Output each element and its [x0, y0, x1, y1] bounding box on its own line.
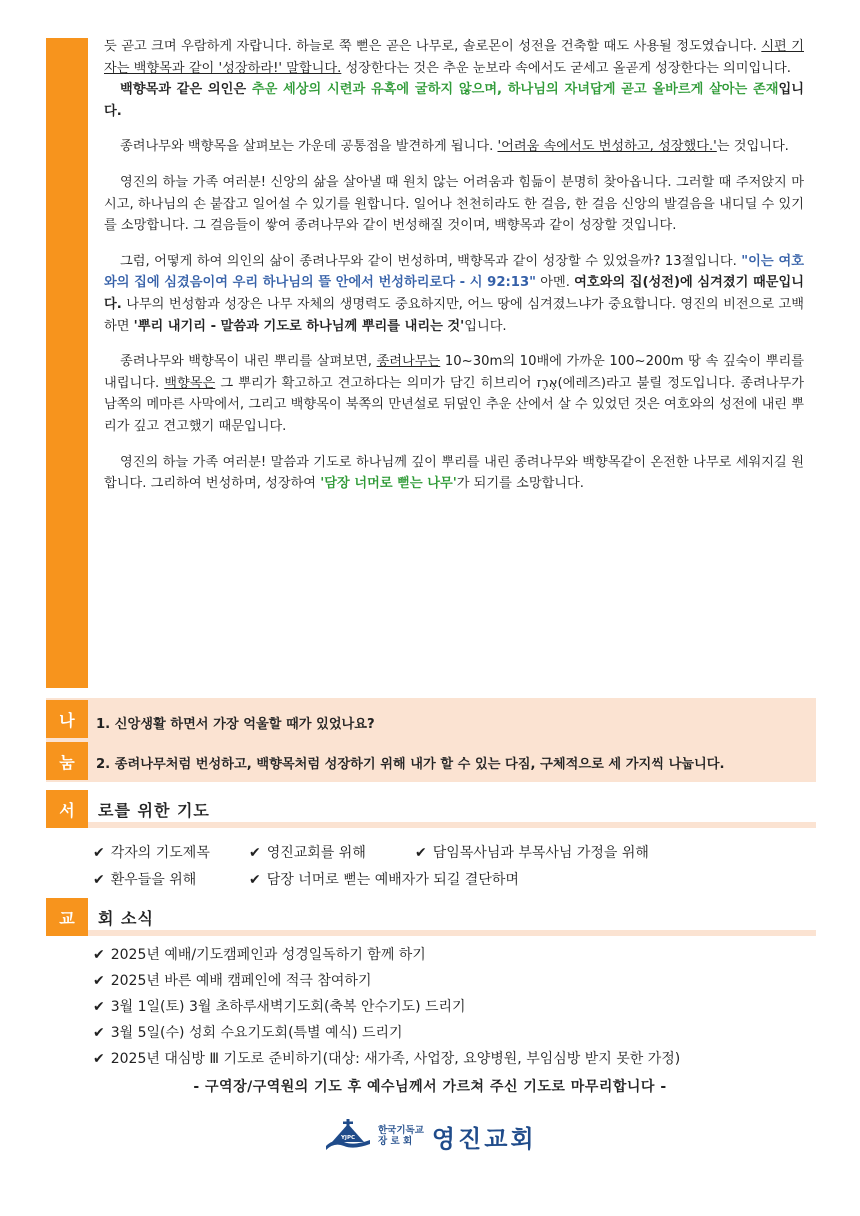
news-item: ✔ 3월 5일(수) 성회 수요기도회(특별 예식) 드리기 — [93, 1025, 403, 1041]
church-logo — [324, 1118, 537, 1154]
check-icon: ✔ — [249, 872, 261, 888]
left-accent-bar — [46, 38, 88, 688]
check-icon: ✔ — [93, 999, 105, 1015]
emblem-mark-text: YJPC — [340, 1135, 356, 1141]
news-divider — [88, 930, 816, 936]
paragraph-1: 듯 곧고 크며 우람하게 자랍니다. 하늘로 쭉 뻗은 곧은 나무로, 솔로몬이 성전을 건축할 때도 사용될 정도였습니다. 시편 기자는 백향목과 같이 '성장하라!' 말합니다. 성장한다는 것은 추운 눈보라 속에서도 굳세고 올곧게 성장한다는 의미입니다. — [104, 39, 804, 76]
check-icon: ✔ — [93, 872, 105, 888]
check-icon: ✔ — [93, 947, 105, 963]
denomination-label: 한국기독교 장 로 회 — [378, 1125, 424, 1147]
church-emblem-icon — [324, 1118, 372, 1154]
paragraph-7: 영진의 하늘 가족 여러분! 말씀과 기도로 하나님께 깊이 뿌리를 내린 종려나무와 백향목같이 온전한 나무로 세워지길 원합니다. 그리하여 번성하며, 성장하여 '담장 너머로 뻗는 나무'가 되기를 소망합니다. — [104, 454, 804, 492]
prayer-item: ✔ 담장 너머로 뻗는 예배자가 되길 결단하며 — [249, 872, 519, 888]
sharing-section — [46, 698, 816, 782]
news-item: ✔ 3월 1일(토) 3월 초하루새벽기도회(축복 안수기도) 드리기 — [93, 999, 466, 1015]
check-icon: ✔ — [415, 845, 427, 861]
prayer-row-2 — [93, 869, 519, 889]
news-title: 회 소식 — [98, 909, 154, 928]
prayer-item: ✔ 각자의 기도제목 — [93, 845, 210, 861]
sharing-tab-1: 나 — [46, 700, 88, 738]
news-item: ✔ 2025년 예배/기도캠페인과 성경일독하기 함께 하기 — [93, 947, 426, 963]
news-tab: 교 — [46, 898, 88, 936]
paragraph-2: 백향목과 같은 의인은 추운 세상의 시련과 유혹에 굴하지 않으며, 하나님의 자녀답게 곧고 올바르게 살아는 존재입니다. — [104, 82, 804, 119]
prayer-item: ✔ 환우들을 위해 — [93, 872, 197, 888]
check-icon: ✔ — [93, 1051, 105, 1067]
news-item: ✔ 2025년 대심방 Ⅲ 기도로 준비하기(대상: 새가족, 사업장, 요양병원, 부임심방 받지 못한 가정) — [93, 1051, 681, 1067]
prayer-divider — [88, 822, 816, 828]
church-name: 영진교회 — [431, 1124, 537, 1153]
check-icon: ✔ — [249, 845, 261, 861]
sharing-question-2: 2. 종려나무처럼 번성하고, 백향목처럼 성장하기 위해 내가 할 수 있는 다짐, 구체적으로 세 가지씩 나눕니다. — [96, 757, 725, 772]
sermon-body — [104, 36, 804, 495]
closing-line: - 구역장/구역원의 기도 후 예수님께서 가르쳐 주신 기도로 마무리합니다 - — [193, 1079, 667, 1095]
paragraph-3: 종려나무와 백향목을 살펴보는 가운데 공통점을 발견하게 됩니다. '어려움 속에서도 번성하고, 성장했다.'는 것입니다. — [120, 139, 789, 155]
check-icon: ✔ — [93, 1025, 105, 1041]
news-section-header — [46, 898, 816, 936]
prayer-item: ✔ 담임목사님과 부목사님 가정을 위해 — [415, 845, 649, 861]
prayer-section-header — [46, 790, 816, 828]
prayer-row-1 — [93, 842, 649, 862]
prayer-tab: 서 — [46, 790, 88, 828]
prayer-item: ✔ 영진교회를 위해 — [249, 845, 366, 861]
sharing-question-1: 1. 신앙생활 하면서 가장 억울할 때가 있었나요? — [96, 717, 375, 732]
prayer-title: 로를 위한 기도 — [98, 801, 210, 820]
paragraph-6: 종려나무와 백향목이 내린 뿌리를 살펴보면, 종려나무는 10~30m의 10배에 가까운 100~200m 땅 속 깊숙이 뿌리를 내립니다. 백향목은 그 뿌리가 확고하고 견고하다는 의미가 담긴 히브리어 אֶרֶז(에레즈)라고 불릴 정도입니다. 종려나무가 남쪽의 메마른 사막에서, 그리고 백향목이 북쪽의 만년설로 뒤덮인 추운 산에서 살 수 있었던 것은 여호와의 성전에 내린 뿌리가 깊고 견고했기 때문입니다. — [104, 354, 804, 434]
sharing-tab-2: 눔 — [46, 742, 88, 780]
news-item: ✔ 2025년 바른 예배 캠페인에 적극 참여하기 — [93, 973, 372, 989]
check-icon: ✔ — [93, 973, 105, 989]
check-icon: ✔ — [93, 845, 105, 861]
paragraph-5: 그럼, 어떻게 하여 의인의 삶이 종려나무와 같이 번성하며, 백향목과 같이 성장할 수 있었을까? 13절입니다. "이는 여호와의 집에 심겼음이여 우리 하나님의 뜰 안에서 번성하리로다 - 시 92:13" 아멘. 여호와의 집(성전)에 심겨졌기 때문입니다. 나무의 번성함과 성장은 나무 자체의 생명력도 중요하지만, 어느 땅에 심겨졌느냐가 중요합니다. 영진의 비전으로 고백하면 '뿌리 내기리 - 말씀과 기도로 하나님께 뿌리를 내리는 것'입니다. — [104, 253, 804, 334]
paragraph-4: 영진의 하늘 가족 여러분! 신앙의 삶을 살아낼 때 원치 않는 어려움과 힘듦이 분명히 찾아옵니다. 그러할 때 주저앉지 마시고, 하나님의 손 붙잡고 일어설 수 있기를 원합니다. 일어나 천천히라도 한 걸음, 한 걸음 신앙의 발걸음을 내디딜 수 있기를 소망합니다. 그 걸음들이 쌓여 종려나무와 같이 번성해질 것이며, 백향목과 같이 성장할 것입니다. — [104, 174, 804, 234]
